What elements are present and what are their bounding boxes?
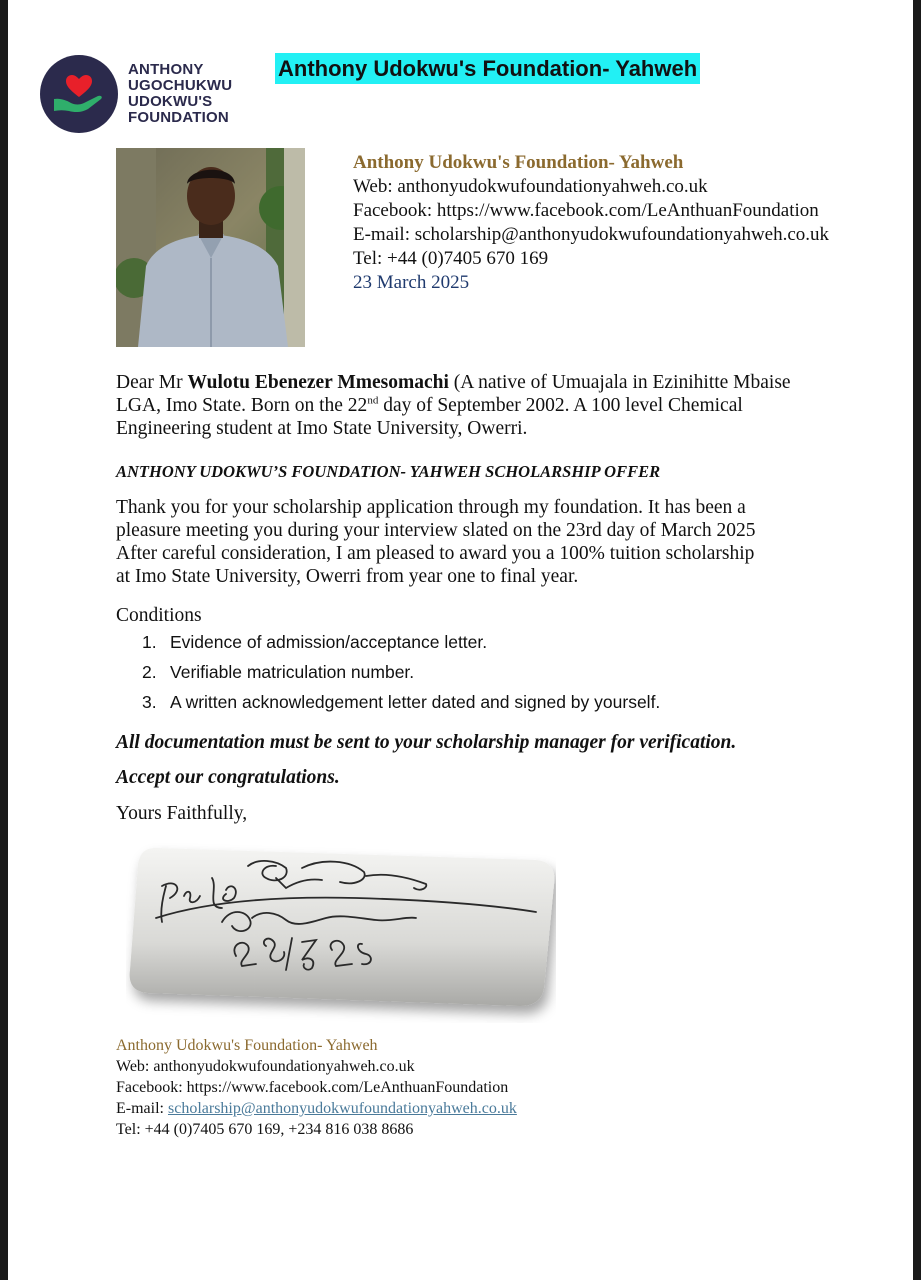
recipient-name: Wulotu Ebenezer Mmesomachi <box>187 372 449 393</box>
footer-web[interactable]: Web: anthonyudokwufoundationyahweh.co.uk <box>116 1058 415 1075</box>
footer-email-row <box>116 1098 517 1119</box>
header-tel: Tel: +44 (0)7405 670 169 <box>353 248 549 269</box>
signature-image <box>126 838 556 1023</box>
banner-title: Anthony Udokwu's Foundation- Yahweh <box>275 53 700 84</box>
offer-line: After careful consideration, I am pleased to award you a 100% tuition scholarship <box>116 543 755 564</box>
conditions-list <box>142 630 660 720</box>
condition-item <box>142 660 660 690</box>
offer-line: at Imo State University, Owerri from year one to final year. <box>116 566 579 587</box>
documentation-note: All documentation must be sent to your scholarship manager for verification. <box>116 732 737 753</box>
condition-number: 1. <box>142 632 157 652</box>
offer-line: Thank you for your scholarship application through my foundation. It has been a <box>116 497 746 518</box>
header-contact-block <box>353 151 829 295</box>
salutation-paragraph <box>116 371 816 440</box>
header-facebook[interactable]: Facebook: https://www.facebook.com/LeAnthuanFoundation <box>353 200 819 221</box>
header-org-name: Anthony Udokwu's Foundation- Yahweh <box>353 152 684 173</box>
header-email[interactable]: E-mail: scholarship@anthonyudokwufoundationyahweh.co.uk <box>353 224 830 245</box>
footer-tel: Tel: +44 (0)7405 670 169, +234 816 038 8686 <box>116 1121 414 1138</box>
condition-text: Evidence of admission/acceptance letter. <box>170 632 488 652</box>
logo-line: UDOKWU'S <box>128 93 213 110</box>
footer-contact-block <box>116 1035 517 1140</box>
footer-org-name: Anthony Udokwu's Foundation- Yahweh <box>116 1037 378 1054</box>
condition-item <box>142 630 660 660</box>
footer-email-link[interactable]: scholarship@anthonyudokwufoundationyahweh.co.uk <box>167 1100 517 1117</box>
condition-text: Verifiable matriculation number. <box>170 662 415 682</box>
conditions-heading: Conditions <box>116 605 202 626</box>
condition-number: 3. <box>142 692 157 712</box>
salutation-text: (A native of Umuajala in Ezinihitte Mbaise LGA, Imo State. Born on the 22 <box>116 372 791 416</box>
foundation-logo <box>40 55 118 133</box>
heart-in-hand-icon <box>40 55 118 133</box>
footer-facebook[interactable]: Facebook: https://www.facebook.com/LeAnthuanFoundation <box>116 1079 509 1096</box>
congratulations-note: Accept our congratulations. <box>116 767 340 788</box>
letter-date: 23 March 2025 <box>353 272 470 293</box>
logo-line: UGOCHUKWU <box>128 77 233 94</box>
logo-line: ANTHONY <box>128 61 204 78</box>
letter-page <box>8 0 913 1280</box>
offer-title: ANTHONY UDOKWU’S FOUNDATION- YAHWEH SCHOLARSHIP OFFER <box>116 462 661 481</box>
offer-line: pleasure meeting you during your interview slated on the 23rd day of March 2025 <box>116 520 756 541</box>
salutation-prefix: Dear Mr <box>116 372 188 393</box>
logo-wordmark <box>128 62 232 126</box>
header-web[interactable]: Web: anthonyudokwufoundationyahweh.co.uk <box>353 176 708 197</box>
closing-line: Yours Faithfully, <box>116 803 248 824</box>
offer-paragraph <box>116 496 816 588</box>
condition-number: 2. <box>142 662 157 682</box>
condition-item <box>142 690 660 720</box>
logo-line: FOUNDATION <box>128 109 229 126</box>
salutation-text-end: day of September 2002. A 100 level Chemical Engineering student at Imo State University, Owerri. <box>116 395 743 439</box>
student-photo <box>116 148 305 347</box>
condition-text: A written acknowledgement letter dated and signed by yourself. <box>170 692 661 712</box>
ordinal-suffix: nd <box>367 394 379 407</box>
footer-email-label: E-mail: <box>116 1100 168 1117</box>
